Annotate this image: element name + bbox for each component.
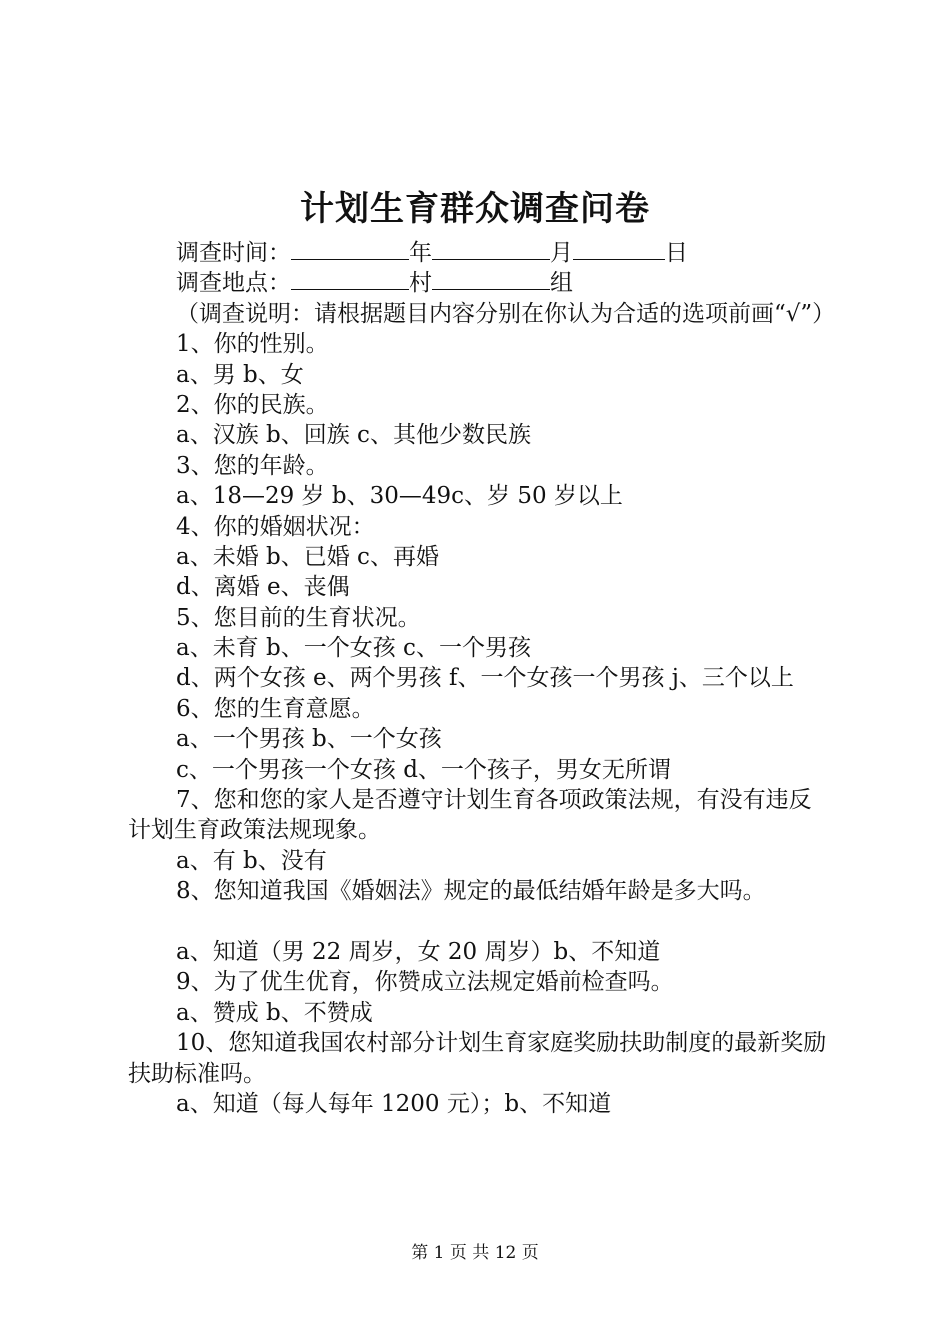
village-label: 村 bbox=[409, 270, 432, 297]
question-2: 2、你的民族。 bbox=[176, 391, 329, 418]
question-3: 3、您的年龄。 bbox=[176, 452, 329, 479]
day-blank bbox=[573, 239, 665, 260]
survey-time-label: 调查时间： bbox=[176, 240, 291, 266]
survey-time-line bbox=[128, 238, 834, 268]
spacer bbox=[128, 907, 834, 937]
year-blank bbox=[291, 239, 409, 260]
question-9: 9、为了优生优育，你赞成立法规定婚前检查吗。 bbox=[176, 969, 674, 996]
document-title: 计划生育群众调查问卷 bbox=[300, 189, 650, 229]
question-6-options-2: c、一个男孩一个女孩 d、一个孩子，男女无所谓 bbox=[176, 756, 671, 783]
question-6: 6、您的生育意愿。 bbox=[176, 695, 375, 722]
question-8: 8、您知道我国《婚姻法》规定的最低结婚年龄是多大吗。 bbox=[176, 878, 766, 905]
group-blank bbox=[432, 269, 550, 290]
question-3-options: a、18—29 岁 b、30—49c、岁 50 岁以上 bbox=[176, 483, 623, 510]
group-label: 组 bbox=[550, 270, 573, 297]
question-4: 4、你的婚姻状况： bbox=[176, 513, 375, 540]
day-label: 日 bbox=[665, 240, 688, 266]
year-label: 年 bbox=[409, 240, 432, 266]
month-blank bbox=[432, 239, 550, 260]
question-9-options: a、赞成 b、不赞成 bbox=[176, 999, 373, 1026]
question-2-options: a、汉族 b、回族 c、其他少数民族 bbox=[176, 422, 531, 449]
page-footer: 第 1 页 共 12 页 bbox=[411, 1243, 539, 1263]
question-10-options: a、知道（每人每年 1200 元）；b、不知道 bbox=[176, 1091, 612, 1118]
question-4-options-1: a、未婚 b、已婚 c、再婚 bbox=[176, 543, 439, 570]
survey-place-label: 调查地点： bbox=[176, 270, 291, 297]
month-label: 月 bbox=[550, 240, 573, 266]
question-7: 7、您和您的家人是否遵守计划生育各项政策法规，有没有违反计划生育政策法规现象。 bbox=[128, 787, 812, 844]
question-7-options: a、有 b、没有 bbox=[176, 847, 327, 874]
question-1-options: a、男 b、女 bbox=[176, 361, 304, 388]
question-6-options-1: a、一个男孩 b、一个女孩 bbox=[176, 726, 442, 753]
survey-place-line bbox=[128, 268, 834, 298]
survey-body bbox=[128, 238, 834, 1119]
question-4-options-2: d、离婚 e、丧偶 bbox=[176, 574, 350, 601]
question-5-options-2: d、两个女孩 e、两个男孩 f、一个女孩一个男孩 j、三个以上 bbox=[176, 665, 794, 692]
question-1: 1、你的性别。 bbox=[176, 331, 329, 358]
survey-instruction: （调查说明：请根据题目内容分别在你认为合适的选项前画“√”） bbox=[176, 300, 836, 327]
question-10: 10、您知道我国农村部分计划生育家庭奖励扶助制度的最新奖励扶助标准吗。 bbox=[128, 1030, 827, 1087]
village-blank bbox=[291, 269, 409, 290]
question-5: 5、您目前的生育状况。 bbox=[176, 604, 421, 631]
question-5-options-1: a、未育 b、一个女孩 c、一个男孩 bbox=[176, 635, 531, 662]
question-8-options: a、知道（男 22 周岁，女 20 周岁）b、不知道 bbox=[176, 939, 661, 966]
